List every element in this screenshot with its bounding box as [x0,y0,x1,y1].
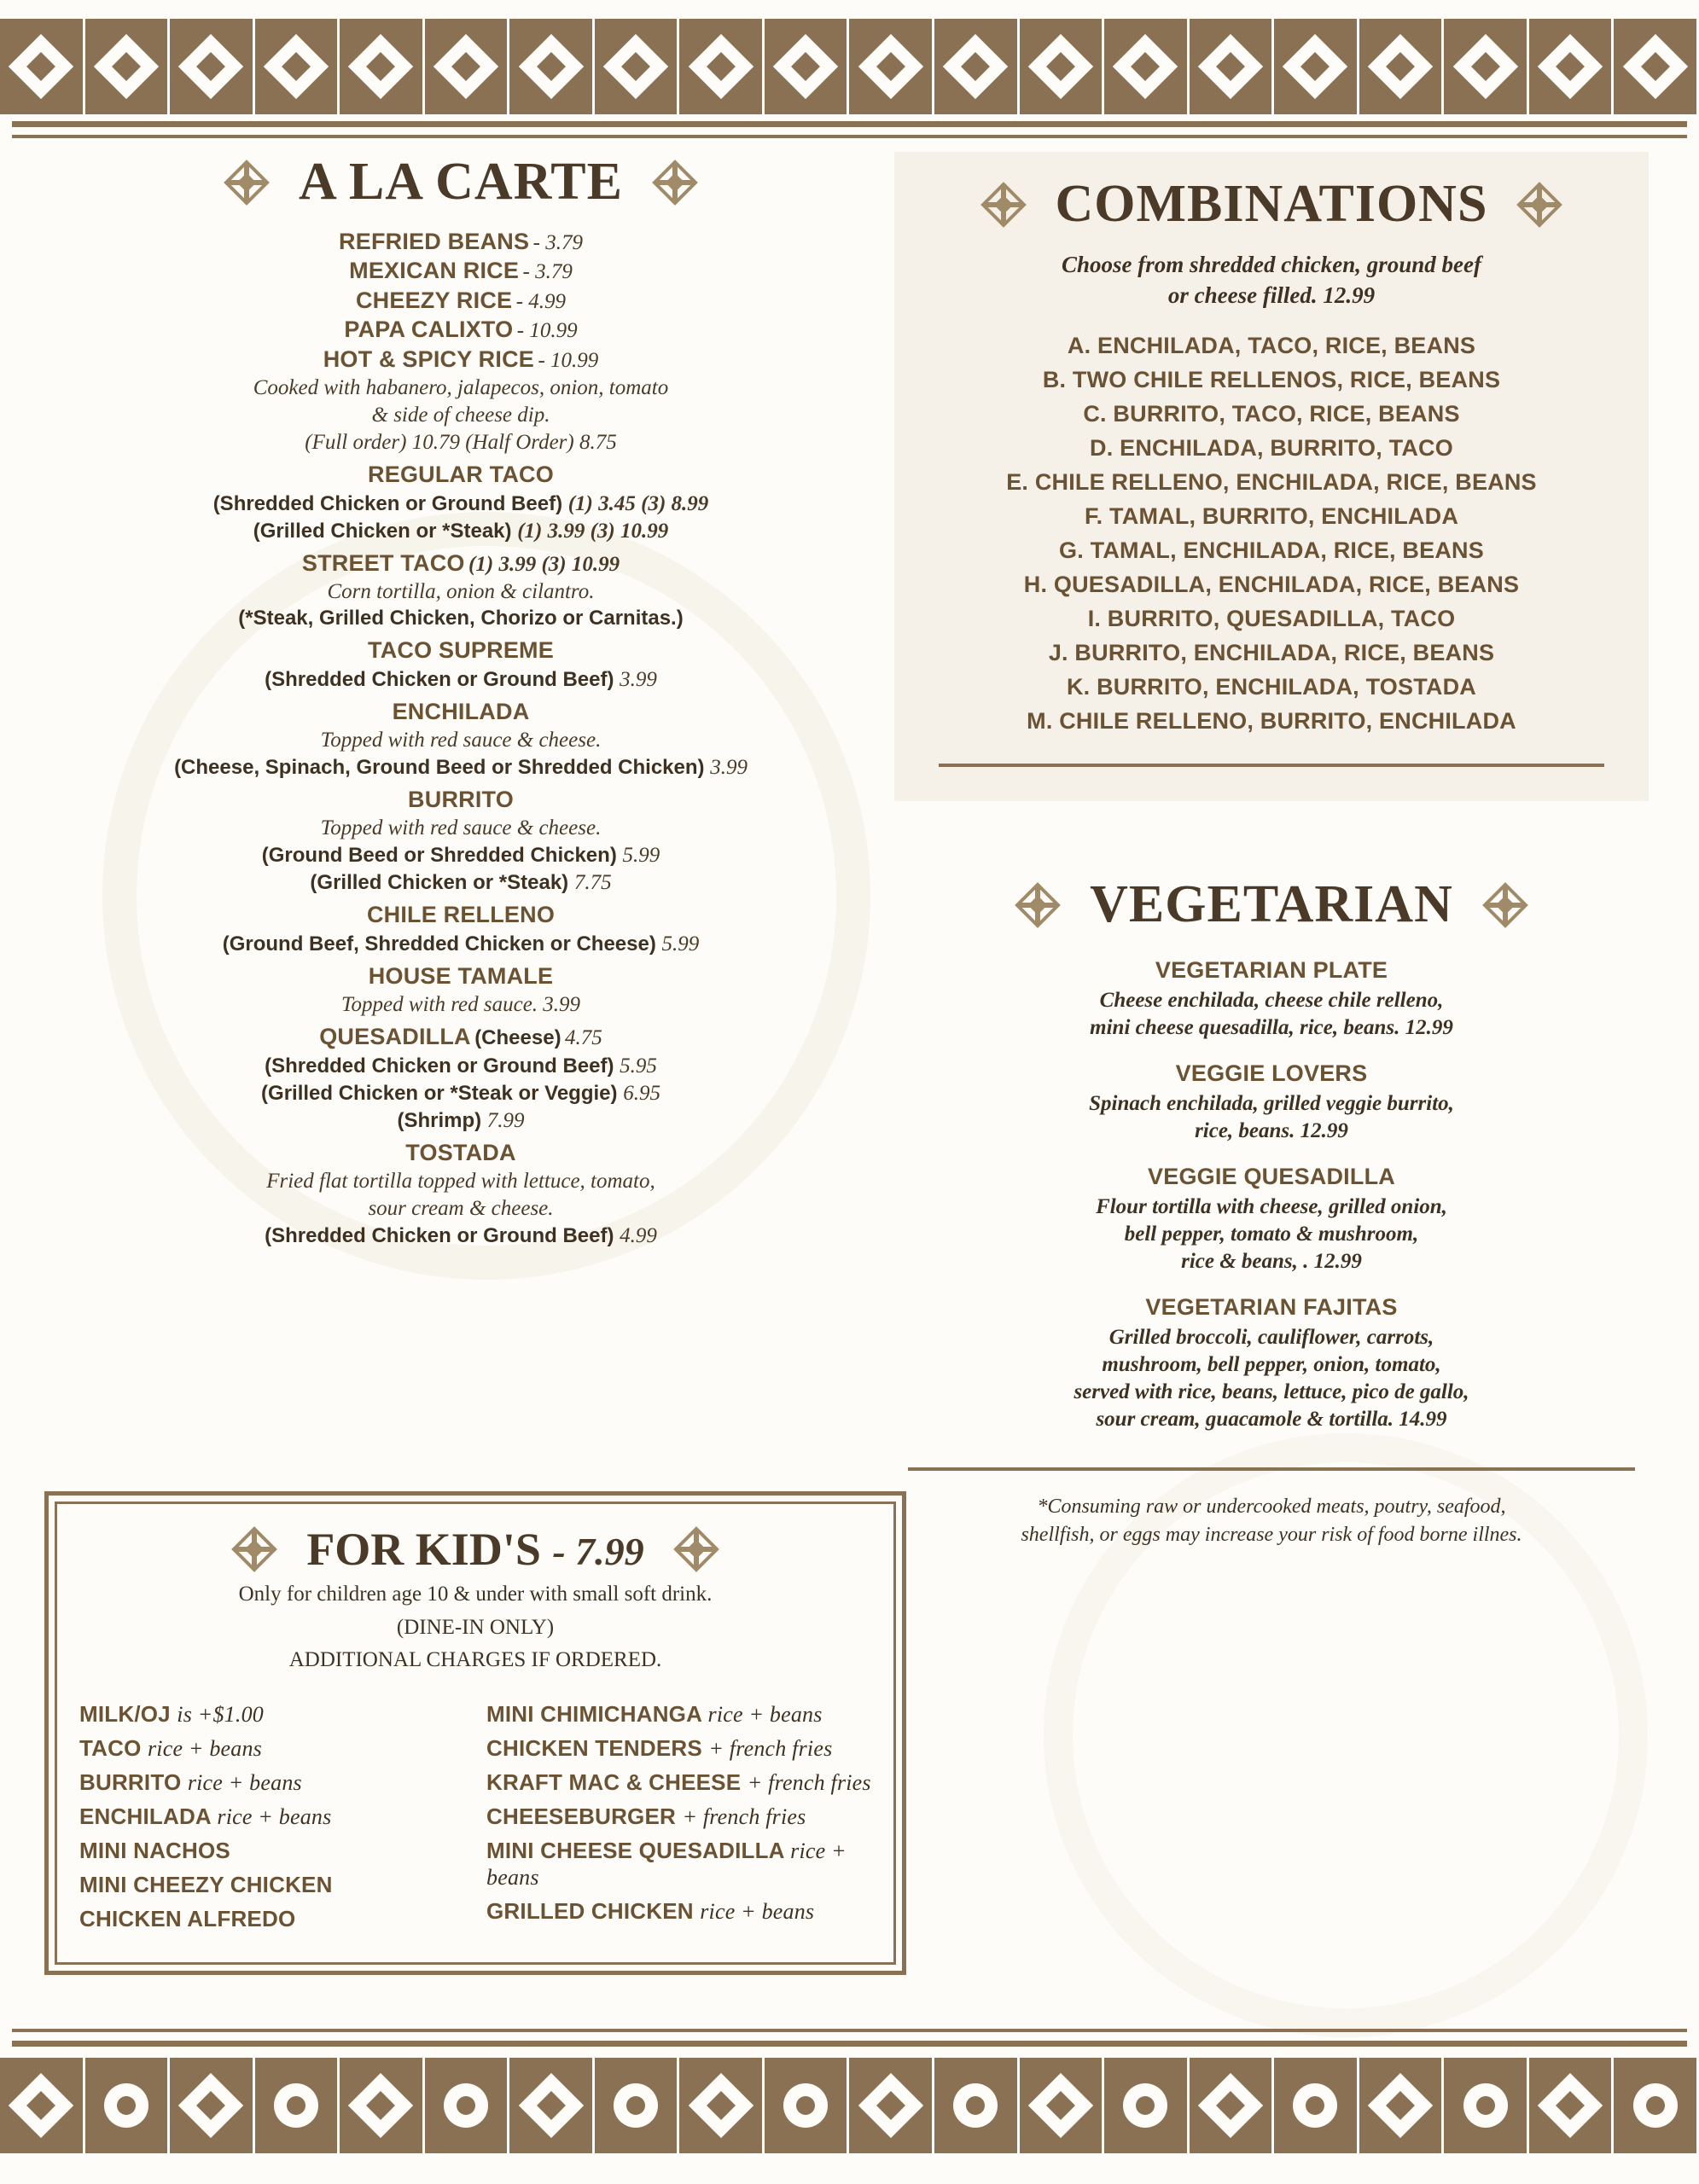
item-description: Topped with red sauce & cheese. [320,816,602,840]
vegetarian-title: VEGETARIAN [1090,875,1453,934]
kids-item-name: CHICKEN TENDERS [486,1734,702,1761]
right-column [894,152,1649,1548]
bottom-rule-thick [12,2041,1687,2047]
variant-price: 6.95 [623,1081,660,1105]
desc-line: Grilled broccoli, cauliflower, carrots, [1108,1326,1434,1350]
item-name: ENCHILADA [392,698,530,724]
vegetarian-divider [908,1467,1635,1471]
item-name: QUESADILLA [319,1024,471,1050]
desc-line: sour cream, guacamole & tortilla. 14.99 [1096,1408,1447,1432]
kids-item-name: MINI CHIMICHANGA [486,1700,702,1727]
ornament-icon [231,1526,277,1572]
bottom-border-pattern [0,2058,1699,2153]
kids-item-name: GRILLED CHICKEN [486,1897,694,1924]
vegetarian-section [894,874,1649,1548]
desc-line: bell pepper, tomato & mushroom, [1124,1223,1419,1246]
disclaimer-line2: shellfish, or eggs may increase your risk of food borne illnes. [1021,1523,1522,1546]
kids-item [79,1906,464,1932]
item-description: Topped with red sauce. 3.99 [340,993,581,1017]
kids-item-name: CHEESEBURGER [486,1803,676,1829]
kids-items-left [79,1693,464,1940]
combination-option: B. TWO CHILE RELLENOS, RICE, BEANS [1042,367,1501,393]
variant-label: (Grilled Chicken or *Steak or Veggie) [261,1081,618,1105]
item-variant [51,1080,870,1107]
combination-option: D. ENCHILADA, BURRITO, TACO [1090,435,1453,462]
item-description: Topped with red sauce & cheese. [320,728,602,752]
variant-price: 4.99 [620,1224,657,1248]
item-name: PAPA CALIXTO [344,317,514,343]
item-name: STREET TACO [301,549,465,576]
variant-price: 7.99 [486,1108,525,1132]
desc-line: mini cheese quesadilla, rice, beans. 12.99 [1090,1016,1453,1040]
variant-label: (Grilled Chicken or *Steak) [253,519,512,543]
item-variant [51,491,870,517]
kids-note-2: (DINE-IN ONLY) [396,1615,555,1639]
item-variant [51,1107,870,1134]
item-description: & side of cheese dip. [371,404,550,427]
combinations-section [894,152,1649,801]
item-price: - 3.79 [532,231,583,254]
ornament-icon [1015,882,1061,928]
item-variant [51,869,870,896]
kids-item-extra: rice + beans [187,1769,302,1795]
menu-item [51,257,870,285]
menu-item [51,287,870,315]
vegetarian-item-name: VEGETARIAN FAJITAS [1145,1294,1398,1321]
combination-option: M. CHILE RELLENO, BURRITO, ENCHILADA [1027,708,1516,735]
kids-item-extra: rice + beans [217,1804,332,1829]
combination-option: F. TAMAL, BURRITO, ENCHILADA [1084,503,1459,530]
ornament-icon [1482,882,1528,928]
vegetarian-item-name: VEGETARIAN PLATE [1155,957,1388,984]
variant-label: (Shrimp) [397,1108,482,1132]
kids-item-extra: rice + beans [707,1701,823,1727]
item-price: (1) 3.99 (3) 10.99 [468,552,620,576]
ornament-icon [673,1526,719,1572]
item-note: (*Steak, Grilled Chicken, Chorizo or Carnitas.) [238,607,684,630]
item-price: - 3.79 [522,260,573,284]
kids-note-3: ADDITIONAL CHARGES IF ORDERED. [288,1648,662,1671]
item-description: sour cream & cheese. [368,1197,554,1221]
variant-price: (1) 3.45 (3) 8.99 [567,491,709,515]
item-name: MEXICAN RICE [349,258,520,284]
desc-line: Spinach enchilada, grilled veggie burrito, [1089,1092,1454,1116]
combinations-title-row [920,174,1623,235]
item-variant [51,1223,870,1249]
vegetarian-item-desc [894,1090,1649,1145]
variant-label: (Ground Beef, Shredded Chicken or Cheese) [222,932,656,956]
combinations-divider [939,764,1604,767]
vegetarian-item-desc [894,987,1649,1042]
item-name: CHILE RELLENO [366,902,556,928]
ornament-icon [980,182,1027,228]
menu-item [51,228,870,256]
variant-price: 4.75 [565,1026,602,1050]
kids-item-name: MILK/OJ [79,1700,171,1727]
item-variant [51,518,870,544]
kids-price: - 7.99 [552,1530,644,1573]
kids-note-1: Only for children age 10 & under with small soft drink. [238,1583,713,1606]
kids-items [79,1693,871,1940]
menu-item [51,698,870,726]
combination-option: J. BURRITO, ENCHILADA, RICE, BEANS [1048,640,1495,666]
menu-item [51,346,870,374]
combinations-intro-line2: or cheese filled. 12.99 [1167,282,1376,308]
variant-price: 5.99 [622,844,660,868]
variant-label: (Shredded Chicken or Ground Beef) [212,491,563,515]
combination-option: C. BURRITO, TACO, RICE, BEANS [1083,401,1460,427]
desc-line: mushroom, bell pepper, onion, tomato, [1102,1353,1441,1377]
combinations-title: COMBINATIONS [1055,175,1488,233]
item-name: TACO SUPREME [368,637,554,664]
item-variant [51,931,870,957]
kids-item [486,1769,871,1796]
kids-item [79,1735,464,1762]
variant-label: (Grilled Chicken or *Steak) [310,871,569,895]
ornament-icon [224,160,270,206]
variant-price: 7.75 [573,871,612,895]
kids-item-name: ENCHILADA [79,1803,211,1829]
item-sizes: (Full order) 10.79 (Half Order) 8.75 [305,431,617,455]
combination-option: G. TAMAL, ENCHILADA, RICE, BEANS [1059,537,1484,564]
menu-item [51,461,870,489]
variant-label: (Ground Beed or Shredded Chicken) [261,844,617,868]
a-la-carte-section [51,152,870,1250]
item-price: - 4.99 [515,289,567,313]
kids-item-name: MINI CHEESE QUESADILLA [486,1837,784,1863]
item-variant [51,1053,870,1079]
item-description: Cooked with habanero, jalapecos, onion, tomato [253,376,669,400]
kids-item [486,1804,871,1830]
combination-option: K. BURRITO, ENCHILADA, TOSTADA [1066,674,1476,700]
desc-line: served with rice, beans, lettuce, pico de gallo, [1074,1380,1469,1404]
desc-line: Cheese enchilada, cheese chile relleno, [1099,989,1444,1013]
combinations-intro [920,250,1623,311]
kids-item [486,1898,871,1925]
combination-option: H. QUESADILLA, ENCHILADA, RICE, BEANS [1023,572,1520,598]
item-description: Corn tortilla, onion & cilantro. [327,580,595,604]
top-rule-thick [12,121,1687,127]
kids-title [306,1523,643,1576]
combination-option: A. ENCHILADA, TACO, RICE, BEANS [1067,333,1476,359]
kids-menu-inner [55,1502,896,1965]
vegetarian-item-desc [894,1324,1649,1433]
kids-item [79,1872,464,1898]
kids-item [79,1769,464,1796]
bottom-rule-thin [12,2029,1687,2032]
kids-item-extra: rice + beans [147,1735,262,1761]
menu-item [51,1139,870,1167]
ornament-icon [1516,182,1562,228]
kids-item [486,1838,871,1891]
kids-item-extra: rice + beans [486,1838,847,1890]
vegetarian-item-name: VEGGIE QUESADILLA [1148,1164,1395,1190]
kids-item-name: KRAFT MAC & CHEESE [486,1769,742,1795]
ornament-icon [652,160,698,206]
kids-item-extra: + french fries [747,1769,871,1795]
top-rule-thin [12,135,1687,138]
variant-price: 5.99 [661,932,700,956]
item-name: CHEEZY RICE [355,287,513,313]
variant-label: (Cheese, Spinach, Ground Beed or Shredded Chicken) [174,755,705,779]
kids-item [79,1804,464,1830]
vegetarian-item-desc [894,1194,1649,1275]
variant-label: (Shredded Chicken or Ground Beef) [265,667,614,691]
menu-item [51,901,870,929]
kids-item-extra: rice + beans [700,1898,815,1924]
kids-item-extra: + french fries [682,1804,806,1829]
menu-item [51,962,870,990]
kids-item-name: BURRITO [79,1769,182,1795]
kids-title-text: FOR KID'S [306,1524,541,1575]
kids-item [79,1838,464,1864]
menu-item [51,1023,870,1051]
kids-item-name: CHICKEN ALFREDO [79,1905,296,1931]
disclaimer [894,1493,1649,1548]
variant-label: (Shredded Chicken or Ground Beef) [265,1054,614,1077]
kids-item-name: MINI NACHOS [79,1837,230,1863]
kids-item-name: TACO [79,1734,142,1761]
variant-price: (1) 3.99 (3) 10.99 [517,519,669,543]
a-la-carte-title: A LA CARTE [299,153,623,211]
disclaimer-line1: *Consuming raw or undercooked meats, poutry, seafood, [1037,1496,1506,1519]
item-variant [51,842,870,868]
kids-item-extra: is +$1.00 [177,1701,264,1727]
item-description: Fried flat tortilla topped with lettuce, tomato, [266,1170,655,1194]
item-name: HOT & SPICY RICE [323,346,534,372]
kids-item [79,1701,464,1728]
variant-label: (Shredded Chicken or Ground Beef) [265,1224,614,1248]
item-variant [51,666,870,693]
variant-label: (Cheese) [474,1026,561,1050]
a-la-carte-title-row [51,152,870,212]
vegetarian-title-row [894,874,1649,935]
kids-title-row [79,1523,871,1576]
kids-item-name: MINI CHEEZY CHICKEN [79,1871,333,1897]
kids-item [486,1701,871,1728]
item-price: - 10.99 [516,319,578,343]
combination-option: E. CHILE RELLENO, ENCHILADA, RICE, BEANS [1006,469,1537,496]
menu-item [51,786,870,814]
combination-option: I. BURRITO, QUESADILLA, TACO [1087,606,1456,632]
menu-item [51,316,870,344]
desc-line: rice, beans. 12.99 [1195,1119,1348,1143]
top-border-pattern [0,19,1699,114]
item-name: HOUSE TAMALE [368,962,554,989]
variant-price: 5.95 [620,1054,657,1077]
item-name: REFRIED BEANS [339,229,530,254]
item-name: BURRITO [408,786,514,812]
kids-menu-box [44,1491,906,1975]
kids-item [486,1735,871,1762]
variant-price: 3.99 [620,667,657,691]
vegetarian-item-name: VEGGIE LOVERS [1175,1060,1368,1087]
item-variant [51,754,870,781]
item-name: REGULAR TACO [368,462,554,488]
menu-item [51,549,870,578]
variant-price: 3.99 [710,755,748,779]
item-price: - 10.99 [538,348,599,372]
kids-items-right [486,1693,871,1940]
desc-line: rice & beans, . 12.99 [1181,1250,1362,1274]
kids-item-extra: + french fries [708,1735,833,1761]
item-name: TOSTADA [405,1139,516,1165]
menu-item [51,636,870,665]
desc-line: Flour tortilla with cheese, grilled onion, [1096,1195,1447,1219]
combinations-intro-line1: Choose from shredded chicken, ground beef [1062,252,1481,277]
